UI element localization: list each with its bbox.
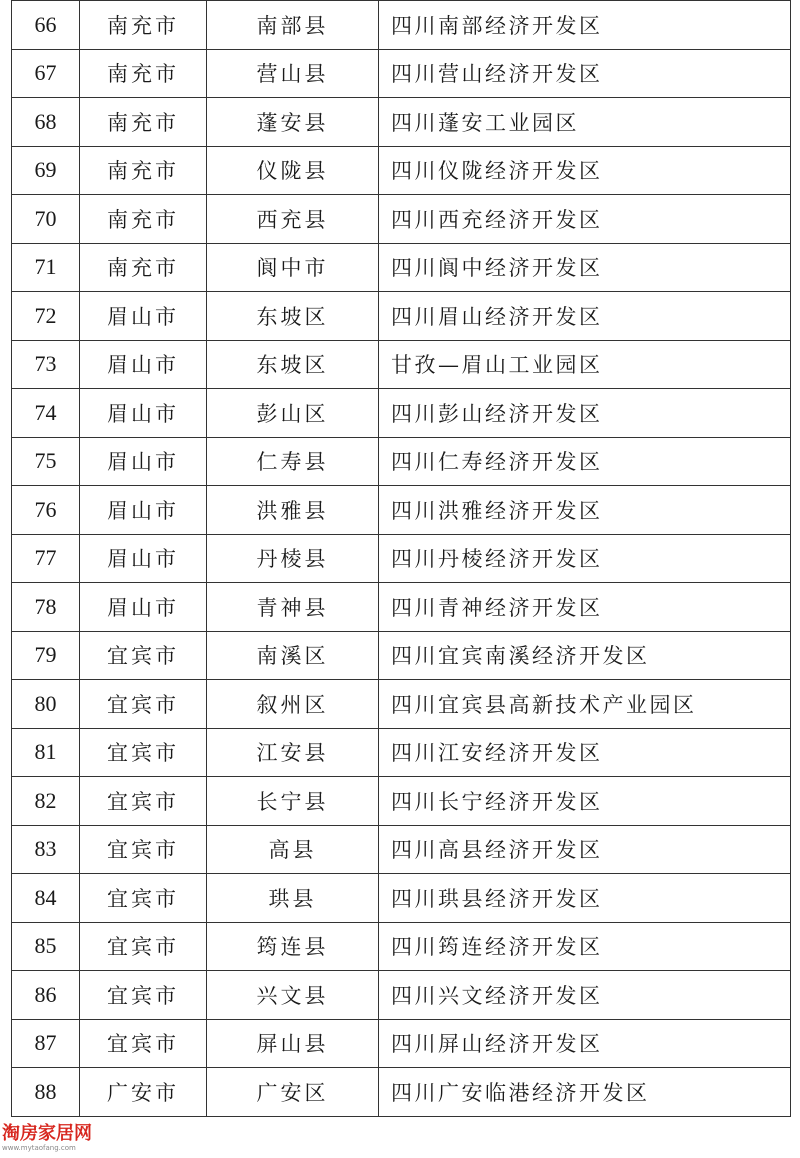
cell-park-name: 四川青神经济开发区 — [379, 583, 791, 632]
cell-county: 广安区 — [207, 1068, 379, 1117]
cell-county: 丹棱县 — [207, 534, 379, 583]
cell-park-name: 四川高县经济开发区 — [379, 825, 791, 874]
cell-city: 宜宾市 — [80, 1019, 207, 1068]
table-row — [12, 486, 791, 535]
cell-city: 眉山市 — [80, 389, 207, 438]
table-row — [12, 292, 791, 341]
table-row — [12, 389, 791, 438]
table-row — [12, 728, 791, 777]
cell-park-name: 四川江安经济开发区 — [379, 728, 791, 777]
cell-park-name: 四川南部经济开发区 — [379, 1, 791, 50]
table-row — [12, 777, 791, 826]
cell-city: 南充市 — [80, 243, 207, 292]
cell-park-name: 四川兴文经济开发区 — [379, 971, 791, 1020]
cell-park-name: 甘孜—眉山工业园区 — [379, 340, 791, 389]
cell-county: 叙州区 — [207, 680, 379, 729]
cell-city: 南充市 — [80, 49, 207, 98]
table-row — [12, 631, 791, 680]
table-row — [12, 340, 791, 389]
site-watermark-logo — [2, 1124, 132, 1156]
cell-park-name: 四川筠连经济开发区 — [379, 922, 791, 971]
cell-county: 江安县 — [207, 728, 379, 777]
cell-county: 南部县 — [207, 1, 379, 50]
table-row — [12, 98, 791, 147]
cell-park-name: 四川彭山经济开发区 — [379, 389, 791, 438]
cell-park-name: 四川屏山经济开发区 — [379, 1019, 791, 1068]
cell-number: 74 — [12, 389, 80, 438]
cell-number: 77 — [12, 534, 80, 583]
cell-number: 81 — [12, 728, 80, 777]
cell-number: 78 — [12, 583, 80, 632]
cell-number: 79 — [12, 631, 80, 680]
cell-city: 眉山市 — [80, 340, 207, 389]
cell-city: 南充市 — [80, 146, 207, 195]
cell-city: 眉山市 — [80, 292, 207, 341]
cell-number: 73 — [12, 340, 80, 389]
table-row — [12, 583, 791, 632]
cell-county: 青神县 — [207, 583, 379, 632]
cell-county: 洪雅县 — [207, 486, 379, 535]
cell-city: 眉山市 — [80, 583, 207, 632]
table-row — [12, 437, 791, 486]
table-row — [12, 534, 791, 583]
cell-park-name: 四川蓬安工业园区 — [379, 98, 791, 147]
cell-city: 宜宾市 — [80, 680, 207, 729]
cell-county: 珙县 — [207, 874, 379, 923]
cell-number: 68 — [12, 98, 80, 147]
cell-city: 宜宾市 — [80, 777, 207, 826]
cell-number: 71 — [12, 243, 80, 292]
cell-number: 72 — [12, 292, 80, 341]
cell-park-name: 四川长宁经济开发区 — [379, 777, 791, 826]
watermark-url: www.mytaofang.com — [2, 1144, 76, 1152]
cell-city: 南充市 — [80, 98, 207, 147]
cell-park-name: 四川宜宾南溪经济开发区 — [379, 631, 791, 680]
cell-city: 南充市 — [80, 1, 207, 50]
table-row — [12, 680, 791, 729]
table-row — [12, 195, 791, 244]
table-row — [12, 874, 791, 923]
cell-city: 广安市 — [80, 1068, 207, 1117]
table-row — [12, 922, 791, 971]
cell-county: 阆中市 — [207, 243, 379, 292]
cell-city: 宜宾市 — [80, 922, 207, 971]
cell-park-name: 四川阆中经济开发区 — [379, 243, 791, 292]
cell-park-name: 四川西充经济开发区 — [379, 195, 791, 244]
table-row — [12, 1019, 791, 1068]
cell-number: 80 — [12, 680, 80, 729]
table-row — [12, 1, 791, 50]
watermark-logo-text: 淘房家居网 — [2, 1123, 92, 1144]
cell-number: 86 — [12, 971, 80, 1020]
cell-park-name: 四川眉山经济开发区 — [379, 292, 791, 341]
cell-city: 宜宾市 — [80, 825, 207, 874]
table-row — [12, 971, 791, 1020]
cell-number: 70 — [12, 195, 80, 244]
cell-city: 宜宾市 — [80, 631, 207, 680]
table-body — [12, 1, 791, 1117]
cell-county: 屏山县 — [207, 1019, 379, 1068]
table-row — [12, 146, 791, 195]
table-row — [12, 825, 791, 874]
cell-park-name: 四川珙县经济开发区 — [379, 874, 791, 923]
cell-park-name: 四川营山经济开发区 — [379, 49, 791, 98]
cell-park-name: 四川仪陇经济开发区 — [379, 146, 791, 195]
cell-county: 仪陇县 — [207, 146, 379, 195]
cell-county: 仁寿县 — [207, 437, 379, 486]
cell-park-name: 四川广安临港经济开发区 — [379, 1068, 791, 1117]
park-list-table — [11, 0, 791, 1117]
cell-county: 长宁县 — [207, 777, 379, 826]
cell-county: 彭山区 — [207, 389, 379, 438]
cell-county: 南溪区 — [207, 631, 379, 680]
cell-number: 83 — [12, 825, 80, 874]
cell-number: 67 — [12, 49, 80, 98]
cell-park-name: 四川洪雅经济开发区 — [379, 486, 791, 535]
cell-number: 85 — [12, 922, 80, 971]
cell-number: 82 — [12, 777, 80, 826]
cell-park-name: 四川丹棱经济开发区 — [379, 534, 791, 583]
cell-city: 眉山市 — [80, 486, 207, 535]
cell-county: 东坡区 — [207, 292, 379, 341]
cell-number: 87 — [12, 1019, 80, 1068]
cell-number: 66 — [12, 1, 80, 50]
cell-city: 南充市 — [80, 195, 207, 244]
cell-county: 高县 — [207, 825, 379, 874]
cell-number: 76 — [12, 486, 80, 535]
cell-city: 眉山市 — [80, 534, 207, 583]
cell-city: 宜宾市 — [80, 728, 207, 777]
cell-number: 88 — [12, 1068, 80, 1117]
cell-city: 宜宾市 — [80, 971, 207, 1020]
cell-county: 营山县 — [207, 49, 379, 98]
cell-county: 筠连县 — [207, 922, 379, 971]
cell-county: 西充县 — [207, 195, 379, 244]
cell-number: 69 — [12, 146, 80, 195]
cell-county: 东坡区 — [207, 340, 379, 389]
table-row — [12, 1068, 791, 1117]
cell-number: 84 — [12, 874, 80, 923]
table-row — [12, 243, 791, 292]
cell-city: 眉山市 — [80, 437, 207, 486]
table-row — [12, 49, 791, 98]
cell-county: 蓬安县 — [207, 98, 379, 147]
cell-park-name: 四川仁寿经济开发区 — [379, 437, 791, 486]
cell-city: 宜宾市 — [80, 874, 207, 923]
cell-county: 兴文县 — [207, 971, 379, 1020]
cell-number: 75 — [12, 437, 80, 486]
cell-park-name: 四川宜宾县高新技术产业园区 — [379, 680, 791, 729]
